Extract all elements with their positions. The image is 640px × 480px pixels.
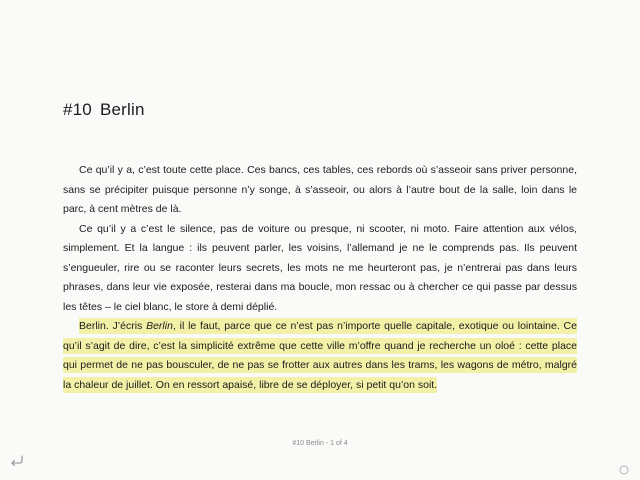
highlight-text-part-1: Berlin. J’écris <box>79 320 147 332</box>
page-indicator: #10 Berlin - 1 of 4 <box>292 440 348 447</box>
chapter-body <box>63 161 577 395</box>
paragraph-2: Ce qu’il y a c’est le silence, pas de voiture ou presque, ni scooter, ni moto. Faire attention aux vélos, simplement. Et la langue : ils peuvent parler, les voisins, l’allemand je ne le comprends pas. Ils peuvent s’engueuler, rire ou se raconter leurs secrets, les mots ne me heurteront pas, je n’entrerai pas dans leurs phrases, dans leur vie exposée, resterai dans ma boucle, mon ressac ou à chercher ce qui passe par dessus les têtes – le ciel blanc, le store à demi déplié. <box>63 222 577 313</box>
highlight-text-part-2: , il le faut, parce que ce n’est pas n’importe quelle capitale, exotique ou lointaine. Ce qu’il s’agit de dire, c’est la simplicité extrême que cette ville m’offre quand je recherche un oloé : cette place qui permet de ne pas bousculer, de ne pas se frotter aux autres dans les trams, les wagons de métro, malgré la chaleur de juillet. On en ressort apaisé, libre de se déployer, si petit qu’on soit. <box>63 320 577 391</box>
circle-icon[interactable] <box>619 462 629 472</box>
chapter-name: Berlin <box>99 100 145 119</box>
chapter-number: #10 <box>63 100 92 119</box>
paragraph-1: Ce qu’il y a, c’est toute cette place. Ces bancs, ces tables, ces rebords où s’asseoir sans priver personne, sans se précipiter puisque personne n’y songe, à s’asseoir, ou alors à l’autre bout de la salle, loin dans le parc, à cent mètres de là. <box>63 164 577 215</box>
paragraph-3 <box>63 317 577 395</box>
return-arrow-icon[interactable] <box>9 454 25 468</box>
chapter-title <box>63 100 145 120</box>
highlight-italic-word: Berlin <box>146 320 173 332</box>
highlighted-passage[interactable] <box>63 318 577 393</box>
